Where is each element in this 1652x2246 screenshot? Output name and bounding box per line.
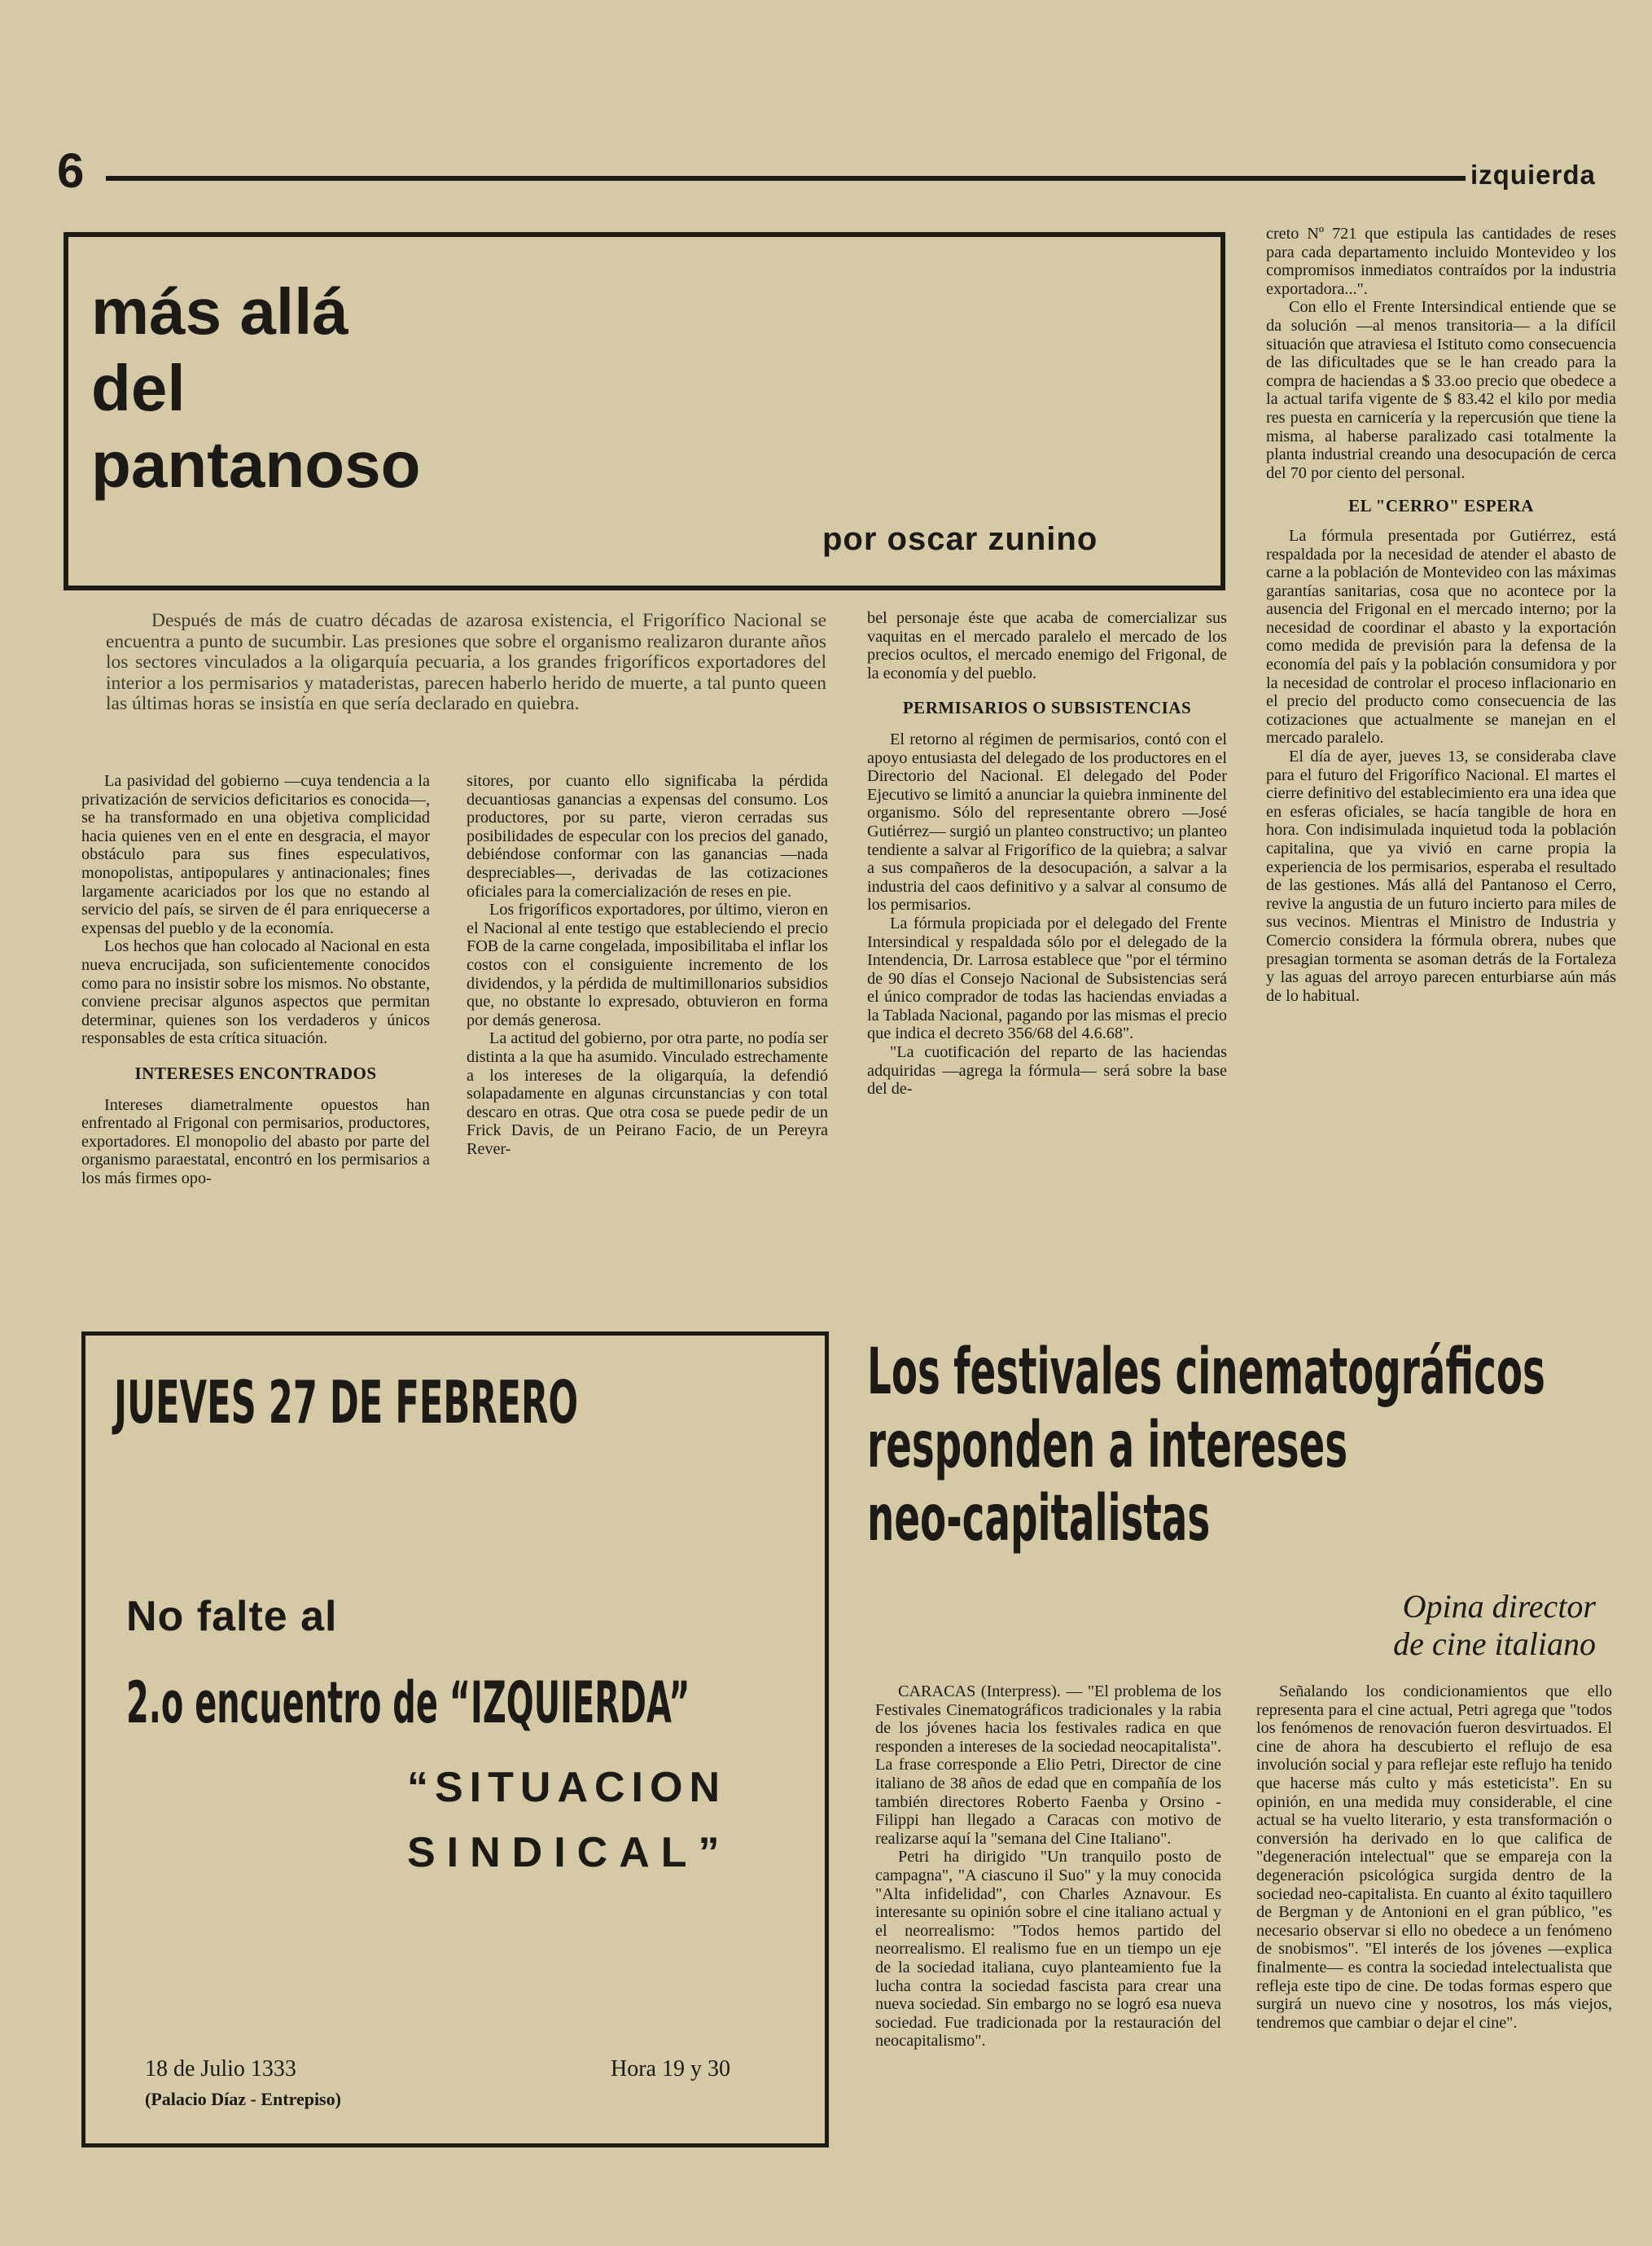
event-time: Hora 19 y 30 [611, 2056, 730, 2081]
paragraph: bel personaje éste que acaba de comercializar sus vaquitas en el mercado paralelo el mercado de los precios ocultos, el mercado enemigo del Frigonal, de la economía y del pueblo. [867, 609, 1227, 682]
paragraph: El retorno al régimen de permisarios, contó con el apoyo entusiasta del delegado de los productores en el Directorio del Nacional. El delegado del Poder Ejecutivo se limitó a anunciar la quiebra inminente del organismo. Sólo del representante obrero —José Gutiérrez— surgió un planteo constructivo; un planteo tendiente a salvar al Frigorífico de la quiebra; a salvar a sus compañeros de la desocupación, a salvar a la industria del caos definitivo y a salvar al consumo de los permisarios. [867, 730, 1227, 915]
article-title-line: del [91, 352, 186, 424]
event-callout: No falte al [126, 1593, 338, 1640]
paragraph: Los hechos que han colocado al Nacional en esta nueva encrucijada, son suficientemente conocidos como para no insistir sobre los mismos. No obstante, conviene precisar algunos aspectos que permitan determinar, quienes son los verdaderos y únicos responsables de esta crítica situación. [81, 937, 430, 1048]
article-2-subtitle [1303, 1588, 1596, 1663]
paragraph: La fórmula presentada por Gutiérrez, está respaldada por la necesidad de atender el abasto de carne a la población de Montevideo con las máximas garantías sanitarias, cosa que no acontece por la ausencia del Frigonal en el mercado interno; por la necesidad de coordinar el abasto y la exportación como medida de previsión para la defensa de la economía del país y la población consumidora y por la necesidad de controlar el proceso inflacionario en el precio del producto como consecuencia de las cotizaciones que actualmente se manejan en el mercado paralelo. [1266, 526, 1616, 748]
article-title-line: pantanoso [91, 428, 421, 501]
paragraph: Intereses diametralmente opuestos han enfrentado al Frigonal con permisarios, productores, exportadores. El monopolio del abasto por parte del organismo paraestatal, encontró en los permisarios a los más firmes opo- [81, 1095, 430, 1187]
section-heading: PERMISARIOS O SUBSISTENCIAS [902, 698, 1192, 718]
article-lead [106, 611, 826, 715]
paragraph: creto Nº 721 que estipula las cantidades de reses para cada departamento incluido Montevideo y los compromisos inmediatos contraídos por la industria exportadora...". [1266, 225, 1616, 298]
article-2-column-2 [1256, 1682, 1612, 2032]
paragraph: La pasividad del gobierno —cuya tendencia a la privatización de servicios deficitarios es conocida—, se ha transformado en una objetiva complicidad hacia quienes ven en el ente en desgracia, el mayor obstáculo para sus fines especulativos, monopolistas, antipopulares y antinacionales; fines largamente acariciados por los que no estando al servicio del país, se sirven de él para enriquecerse a expensas del pueblo y de la economía. [81, 772, 430, 937]
paragraph: Con ello el Frente Intersindical entiende que se da solución —al menos transitoria— a la difícil situación que atraviesa el Istituto como consecuencia de las dificultades que se le han creado para la compra de haciendas a $ 33.oo precio que obedece a la actual tarifa vigente de $ 83.42 el kilo por media res puesta en carnicería y la repercusión que tiene la misma, al haberse paralizado casi totalmente la planta industrial creando una desocupación de cerca del 70 por ciento del personal. [1266, 298, 1616, 482]
article-column-3 [867, 609, 1227, 1099]
event-topic-line-1: “SITUACION [407, 1764, 726, 1811]
article-column-4 [1266, 225, 1616, 1005]
event-venue: (Palacio Díaz - Entrepiso) [145, 2089, 341, 2109]
masthead-brand: izquierda [1470, 160, 1596, 190]
header-rule [106, 176, 1466, 181]
article-2-subtitle-line: Opina director [1402, 1588, 1596, 1625]
article-2-title-line: Los festivales cinematográficos [867, 1336, 1545, 1409]
article-2-column-1 [875, 1682, 1221, 2051]
article-2-title [867, 1336, 1652, 1555]
article-2-title-line: neo-capitalistas [867, 1482, 1211, 1555]
paragraph: La actitud del gobierno, por otra parte, no podía ser distinta a la que ha asumido. Vinculado estrechamente a los intereses de la oligarquía, la defendió solapadamente en algunas circunstancias y con total descaro en otras. Que otra cosa se puede pedir de un Frick Davis, de un Peirano Facio, de un Pereyra Rever- [467, 1029, 828, 1158]
paragraph: Petri ha dirigido "Un tranquilo posto de campagna", "A ciascuno il Suo" y la muy conocida "Alta infidelidad", con Charles Aznavour. Es interesante su opinión sobre el cine italiano actual y el neorrealismo: "Todos hemos partido del neorrealismo. El realismo fue en un tiempo un eje de la sociedad italiana, cuyo planteamiento fue la lucha contra la sociedad fascista para crear una nueva sociedad. Sin embargo no se logró esa nueva sociedad. Fue tradicionada por la restauración del neocapitalismo". [875, 1848, 1221, 2051]
section-heading: EL "CERRO" ESPERA [1348, 496, 1534, 516]
lead-paragraph: Después de más de cuatro décadas de azarosa existencia, el Frigorífico Nacional se encuentra a punto de sucumbir. Las presiones que sobre el organismo realizaron durante años los sectores vinculados a la oligarquía pecuaria, a los grandes frigoríficos exportadores del interior a los permisarios y mataderistas, parecen haberlo herido de muerte, a tal punto queen las últimas horas se insistía en que sería declarado en quiebra. [106, 610, 826, 714]
page-number: 6 [57, 143, 85, 198]
paragraph: Señalando los condicionamientos que ello representa para el cine actual, Petri agrega que "todos los fenómenos de renovación fueron desvirtuados. El cine de ahora ha descubierto el reflujo de esa involución social y para reflejar este reflujo ha tenido que hacerse más culto y más esteticista". En su opinión, en una medida muy considerable, el cine actual se ha vuelto literario, y esta transformación o conversión ha derivado en lo que califica de "degeneración intelectual" que se empareja con la degeneración psicológica surgida dentro de la sociedad neo-capitalista. En cuanto al éxito taquillero de Bergman y de Antonioni en el gran público, "es necesario observar si ello no obedece a un fenómeno de snobismos". "El interés de los jóvenes —explica finalmente— es contra la sociedad intelectualista que refleja este tipo de cine. De todas formas espero que surgirá un nuevo cine y nosotros, los más viejos, tendremos que cambiar o dejar el cine". [1256, 1682, 1612, 2032]
article-title-line: más allá [91, 275, 348, 348]
event-name: 2.o encuentro de “IZQUIERDA” [126, 1669, 690, 1736]
paragraph: "La cuotificación del reparto de las haciendas adquiridas —agrega la fórmula— será sobre la base del de- [867, 1043, 1227, 1099]
article-2-title-line: responden a intereses [867, 1409, 1348, 1482]
section-heading: INTERESES ENCONTRADOS [134, 1063, 377, 1083]
paragraph: El día de ayer, jueves 13, se consideraba clave para el futuro del Frigorífico Nacional. El martes el cierre definitivo del establecimiento era una idea que en esferas oficiales, se hacía tangible de hora en hora. Con indisimulada inquietud toda la población capitalina, que ya vivió en carne propia la experiencia de los permisarios, esperaba el resultado de las gestiones. Más allá del Pantanoso el Cerro, revive la angustia de un futuro incierto para miles de sus vecinos. Mientras el Ministro de Industria y Comercio considera la fórmula obrera, nubes que presagian tormenta se asoman detrás de la Fortaleza y las aguas del arroyo parecen enturbiarse aún más de lo habitual. [1266, 748, 1616, 1005]
event-ad-box [81, 1331, 829, 2147]
paragraph: La fórmula propiciada por el delegado del Frente Intersindical y respaldada sólo por el delegado de la Intendencia, Dr. Larrosa establece que "por el término de 90 días el Consejo Nacional de Subsistencias será el único comprador de todas las haciendas enviadas a la Tablada Nacional, pagando por las mismas el precio que indica el decreto 356/68 del 4.6.68". [867, 914, 1227, 1043]
event-topic-line-2: SINDICAL” [407, 1829, 731, 1876]
event-address: 18 de Julio 1333 [145, 2056, 296, 2081]
article-2-subtitle-line: de cine italiano [1393, 1625, 1596, 1662]
article-column-1 [81, 772, 430, 1187]
event-date: JUEVES 27 DE FEBRERO [114, 1368, 579, 1437]
paragraph: sitores, por cuanto ello significaba la pérdida decuantiosas ganancias a expensas del consumo. Los productores, por su parte, vieron cerradas sus posibilidades de especular con los precios del ganado, debiéndose conformar con las ganancias —nada despreciables—, derivadas de las cotizaciones oficiales para la comercialización de reses en pie. [467, 772, 828, 901]
paragraph: Los frigoríficos exportadores, por último, vieron en el Nacional al ente testigo que estableciendo el precio FOB de la carne congelada, imposibilitaba el inflar los costos con el consiguiente incremento de los dividendos, y la pérdida de multimillonarios subsidios que, no obstante lo expresado, obtuvieron en forma por demás generosa. [467, 901, 828, 1029]
paragraph: CARACAS (Interpress). — "El problema de los Festivales Cinematográficos tradicionales y la rabia de los jóvenes hacia los festivales radica en que responden a intereses de la sociedad neocapitalista". La frase corresponde a Elio Petri, Director de cine italiano de 38 años de edad que en compañía de los también directores Roberto Faenba y Orsino - Filippi han llegado a Caracas con motivo de realizarse aquí la "semana del Cine Italiano". [875, 1682, 1221, 1848]
article-title [91, 274, 420, 503]
article-column-2 [467, 772, 828, 1158]
byline: por oscar zunino [822, 521, 1098, 557]
